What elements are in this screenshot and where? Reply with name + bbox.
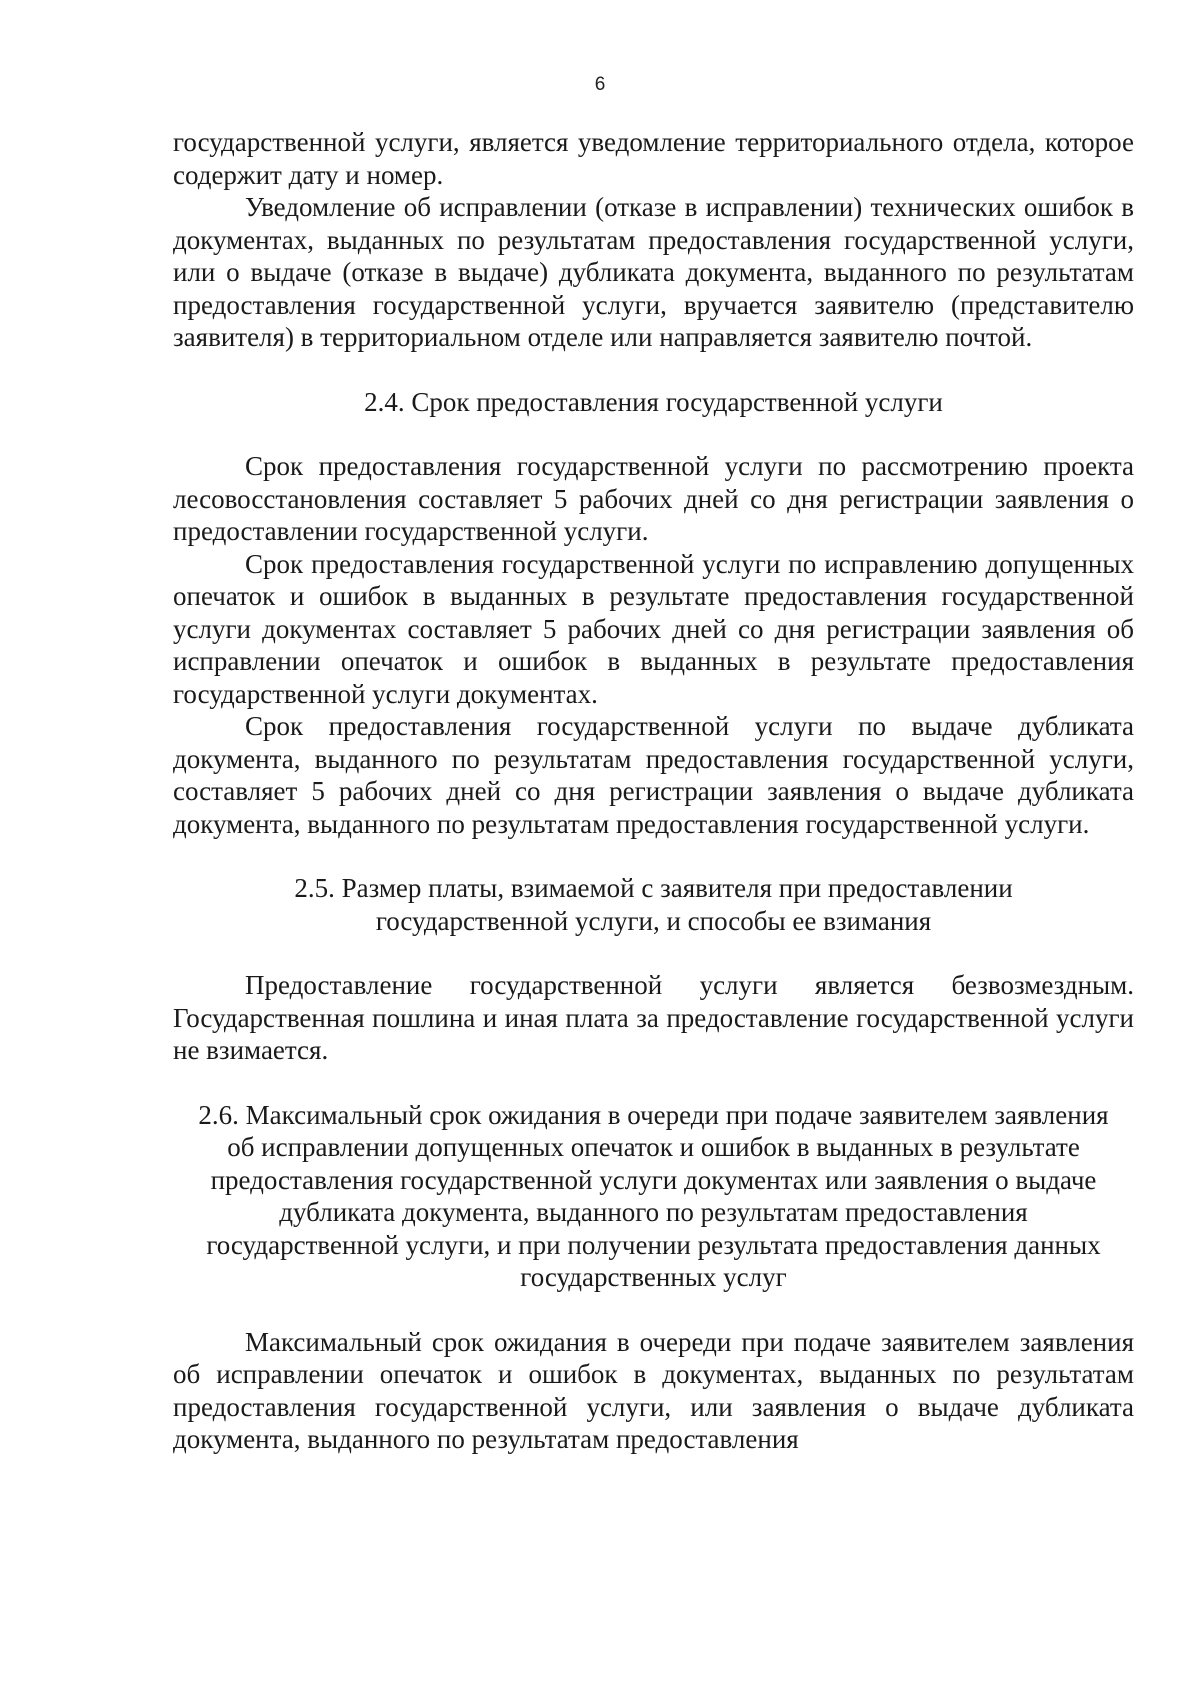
- spacer: [173, 937, 1134, 969]
- paragraph-term-duplicate: Срок предоставления государственной услуги по выдаче дубликата документа, выданного по результатам предоставления государственной услуги, составляет 5 рабочих дней со дня регистрации заявления о выдаче дубликата документа, выданного по результатам предоставления государственной услуги.: [173, 711, 1134, 839]
- section-heading-2-4: [173, 386, 1134, 419]
- page-number: 6: [594, 74, 606, 95]
- heading-line: государственных услуг: [520, 1262, 787, 1292]
- document-body: [173, 126, 1134, 1456]
- heading-line: государственной услуги, и при получении результата предоставления данных: [206, 1229, 1101, 1260]
- spacer: [173, 1067, 1134, 1099]
- heading-line: государственной услуги, и способы ее взимания: [375, 905, 932, 936]
- spacer: [173, 840, 1134, 872]
- heading-line: 2.6. Максимальный срок ожидания в очереди при подаче заявителем заявления: [198, 1099, 1109, 1130]
- spacer: [173, 418, 1134, 450]
- heading-line: 2.5. Размер платы, взимаемой с заявителя при предоставлении: [294, 873, 1013, 903]
- heading-line: дубликата документа, выданного по результатам предоставления: [279, 1197, 1028, 1227]
- spacer: [173, 1294, 1134, 1326]
- paragraph-term-correction: Срок предоставления государственной услуги по исправлению допущенных опечаток и ошибок в выданных в результате предоставления государственной услуги документах составляет 5 рабочих дней со дня регистрации заявления об исправлении опечаток и ошибок в выданных в результате предоставления государственной услуги документах.: [173, 548, 1134, 709]
- heading-line: 2.4. Срок предоставления государственной услуги: [364, 386, 943, 417]
- heading-line: предоставления государственной услуги документах или заявления о выдаче: [210, 1164, 1097, 1195]
- heading-line: об исправлении допущенных опечаток и ошибок в выданных в результате: [227, 1132, 1080, 1162]
- section-heading-2-6: [173, 1099, 1134, 1294]
- section-heading-2-5: [173, 872, 1134, 937]
- paragraph-notice-delivery: Уведомление об исправлении (отказе в исправлении) технических ошибок в документах, выданных по результатам предоставления государственной услуги, или о выдаче (отказе в выдаче) дубликата документа, выданного по результатам предоставления государственной услуги, вручается заявителю (представителю заявителя) в территориальном отделе или направляется заявителю почтой.: [173, 192, 1134, 352]
- paragraph-term-review: Срок предоставления государственной услуги по рассмотрению проекта лесовосстановления составляет 5 рабочих дней со дня регистрации заявления о предоставлении государственной услуги.: [173, 451, 1134, 546]
- paragraph-fee: Предоставление государственной услуги является безвозмездным. Государственная пошлина и иная плата за предоставление государственной услуги не взимается.: [173, 970, 1134, 1065]
- spacer: [173, 354, 1134, 386]
- paragraph-queue-time: Максимальный срок ожидания в очереди при подаче заявителем заявления об исправлении опечаток и ошибок в документах, выданных по результатам предоставления государственной услуги, или заявления о выдаче дубликата документа, выданного по результатам предоставления: [173, 1326, 1134, 1454]
- paragraph-notice-result: государственной услуги, является уведомление территориального отдела, которое содержит дату и номер.: [173, 127, 1134, 190]
